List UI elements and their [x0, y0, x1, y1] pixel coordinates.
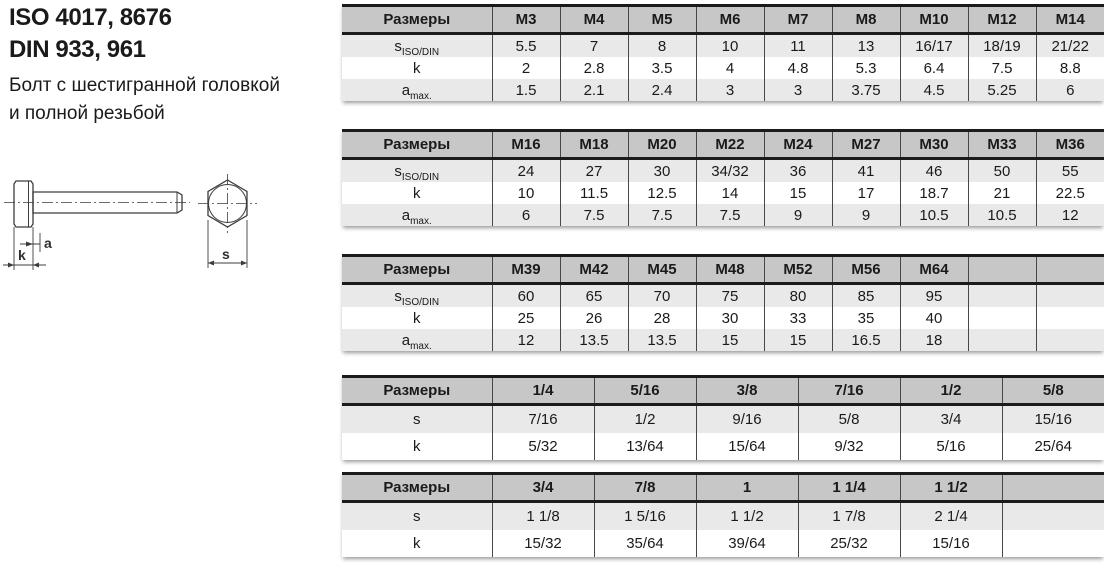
value-cell: 6.4	[900, 57, 968, 79]
size-header-cell: M24	[764, 131, 832, 159]
value-cell: 3.75	[832, 79, 900, 101]
hex-head-front-view	[198, 174, 257, 233]
row-label: $a_{max.}$	[401, 331, 432, 352]
value-cell	[968, 307, 1036, 329]
size-header-cell: M12	[968, 6, 1036, 34]
size-header-cell: M30	[900, 131, 968, 159]
table-row	[342, 204, 1104, 226]
row-label: k	[413, 438, 421, 455]
value-cell: 26	[560, 307, 628, 329]
table-title-cell: Размеры	[342, 6, 492, 34]
size-header-cell: M7	[764, 6, 832, 34]
size-header-cell	[1036, 256, 1104, 284]
metric-table-m16-m36	[342, 129, 1104, 226]
dimension-label-s: s	[222, 246, 230, 262]
value-cell: 4.5	[900, 79, 968, 101]
size-header-cell: M3	[492, 6, 560, 34]
size-header-cell: 3/8	[696, 377, 798, 405]
value-cell: 5/16	[900, 433, 1002, 460]
value-cell	[1036, 307, 1104, 329]
row-label: k	[413, 309, 421, 327]
value-cell: 6	[1036, 79, 1104, 101]
value-cell: 1 5/16	[594, 502, 696, 531]
value-cell	[1002, 502, 1104, 531]
size-header-cell: 1/4	[492, 377, 594, 405]
dimension-label-k: k	[18, 247, 26, 263]
value-cell: 3	[696, 79, 764, 101]
value-cell: 46	[900, 159, 968, 183]
standard-title-iso: ISO 4017, 8676	[9, 4, 172, 31]
row-label: $s_{ISO/DIN}$	[394, 37, 440, 58]
size-header-cell: 1 1/2	[900, 474, 1002, 502]
value-cell: 16/17	[900, 34, 968, 58]
value-cell: 25	[492, 307, 560, 329]
value-cell: 8	[628, 34, 696, 58]
value-cell: 10.5	[900, 204, 968, 226]
value-cell: 3	[764, 79, 832, 101]
value-cell: 15	[764, 329, 832, 351]
value-cell: 25/64	[1002, 433, 1104, 460]
value-cell: 40	[900, 307, 968, 329]
table-row	[342, 34, 1104, 58]
value-cell: 5/32	[492, 433, 594, 460]
value-cell: 9	[764, 204, 832, 226]
value-cell: 12	[492, 329, 560, 351]
value-cell: 4	[696, 57, 764, 79]
value-cell: 22.5	[1036, 182, 1104, 204]
value-cell	[968, 284, 1036, 308]
row-label: k	[413, 535, 421, 552]
size-header-cell: M45	[628, 256, 696, 284]
size-header-cell: M42	[560, 256, 628, 284]
value-cell: 21	[968, 182, 1036, 204]
size-header-cell: M33	[968, 131, 1036, 159]
value-cell: 1.5	[492, 79, 560, 101]
header-row	[342, 474, 1104, 502]
size-header-cell: M4	[560, 6, 628, 34]
bolt-head-side-view	[14, 181, 33, 227]
row-label: s	[413, 508, 421, 525]
dimension-k	[3, 263, 46, 268]
header-row	[342, 256, 1104, 284]
dimension-table	[342, 129, 1104, 226]
value-cell: 75	[696, 284, 764, 308]
size-header-cell: 7/8	[594, 474, 696, 502]
product-description-line1: Болт с шестигранной головкой	[9, 75, 280, 96]
size-header-cell: M16	[492, 131, 560, 159]
value-cell: 27	[560, 159, 628, 183]
row-label: $a_{max.}$	[401, 206, 432, 227]
value-cell: 10	[492, 182, 560, 204]
value-cell: 15	[696, 329, 764, 351]
product-description-line2: и полной резьбой	[9, 103, 165, 124]
bolt-technical-drawing	[0, 160, 342, 340]
value-cell: 50	[968, 159, 1036, 183]
value-cell: 3/4	[900, 405, 1002, 434]
value-cell: 35	[832, 307, 900, 329]
standard-title-din: DIN 933, 961	[9, 36, 146, 63]
dimension-table	[342, 254, 1104, 351]
value-cell: 15/32	[492, 530, 594, 557]
size-header-cell: M52	[764, 256, 832, 284]
table-row	[342, 284, 1104, 308]
size-header-cell: M14	[1036, 6, 1104, 34]
value-cell: 1 7/8	[798, 502, 900, 531]
value-cell: 18.7	[900, 182, 968, 204]
value-cell: 65	[560, 284, 628, 308]
value-cell: 5.3	[832, 57, 900, 79]
size-header-cell: M48	[696, 256, 764, 284]
table-row	[342, 307, 1104, 329]
value-cell: 2 1/4	[900, 502, 1002, 531]
row-label: s	[413, 411, 421, 428]
row-label: k	[413, 184, 421, 202]
header-row	[342, 377, 1104, 405]
value-cell: 1/2	[594, 405, 696, 434]
size-header-cell: M20	[628, 131, 696, 159]
header-row	[342, 6, 1104, 34]
imperial-table-threequarter-to-oneandhalf	[342, 472, 1104, 557]
value-cell	[1002, 530, 1104, 557]
metric-table-m39-m64	[342, 254, 1104, 351]
row-label: $s_{ISO/DIN}$	[394, 287, 440, 308]
value-cell: 7/16	[492, 405, 594, 434]
table-row	[342, 433, 1104, 460]
value-cell: 35/64	[594, 530, 696, 557]
value-cell: 13	[832, 34, 900, 58]
value-cell: 3.5	[628, 57, 696, 79]
value-cell: 70	[628, 284, 696, 308]
value-cell: 5.25	[968, 79, 1036, 101]
value-cell: 2	[492, 57, 560, 79]
value-cell: 28	[628, 307, 696, 329]
value-cell: 33	[764, 307, 832, 329]
size-header-cell	[1002, 474, 1104, 502]
value-cell: 15/64	[696, 433, 798, 460]
value-cell: 7.5	[968, 57, 1036, 79]
value-cell: 10.5	[968, 204, 1036, 226]
dimension-table	[342, 472, 1104, 557]
table-row	[342, 530, 1104, 557]
size-header-cell	[968, 256, 1036, 284]
value-cell: 30	[628, 159, 696, 183]
value-cell: 21/22	[1036, 34, 1104, 58]
value-cell: 11.5	[560, 182, 628, 204]
value-cell: 5/8	[798, 405, 900, 434]
value-cell: 2.4	[628, 79, 696, 101]
value-cell: 15	[764, 182, 832, 204]
value-cell	[1036, 284, 1104, 308]
table-title-cell: Размеры	[342, 256, 492, 284]
metric-table-m3-m14	[342, 4, 1104, 101]
value-cell: 9/32	[798, 433, 900, 460]
value-cell: 55	[1036, 159, 1104, 183]
value-cell: 30	[696, 307, 764, 329]
value-cell: 12	[1036, 204, 1104, 226]
value-cell: 60	[492, 284, 560, 308]
table-row	[342, 182, 1104, 204]
imperial-table-quarter-to-fiveeighths	[342, 375, 1104, 460]
value-cell: 7	[560, 34, 628, 58]
size-header-cell: M56	[832, 256, 900, 284]
value-cell	[968, 329, 1036, 351]
value-cell: 12.5	[628, 182, 696, 204]
size-header-cell: 7/16	[798, 377, 900, 405]
table-title-cell: Размеры	[342, 131, 492, 159]
value-cell: 24	[492, 159, 560, 183]
size-header-cell: 1	[696, 474, 798, 502]
value-cell: 15/16	[900, 530, 1002, 557]
value-cell: 2.1	[560, 79, 628, 101]
value-cell: 18/19	[968, 34, 1036, 58]
row-label: $a_{max.}$	[401, 81, 432, 102]
value-cell: 7.5	[628, 204, 696, 226]
value-cell: 34/32	[696, 159, 764, 183]
size-header-cell: M10	[900, 6, 968, 34]
value-cell: 1 1/8	[492, 502, 594, 531]
value-cell: 85	[832, 284, 900, 308]
value-cell: 39/64	[696, 530, 798, 557]
value-cell: 1 1/2	[696, 502, 798, 531]
size-header-cell: M64	[900, 256, 968, 284]
value-cell: 5.5	[492, 34, 560, 58]
value-cell: 41	[832, 159, 900, 183]
dimension-table	[342, 4, 1104, 101]
value-cell: 25/32	[798, 530, 900, 557]
size-header-cell: M22	[696, 131, 764, 159]
value-cell: 10	[696, 34, 764, 58]
dimension-table	[342, 375, 1104, 460]
table-row	[342, 502, 1104, 531]
size-header-cell: M39	[492, 256, 560, 284]
value-cell: 9	[832, 204, 900, 226]
table-row	[342, 159, 1104, 183]
size-header-cell: M18	[560, 131, 628, 159]
row-label: $s_{ISO/DIN}$	[394, 162, 440, 183]
table-row	[342, 329, 1104, 351]
size-header-cell: M36	[1036, 131, 1104, 159]
value-cell	[1036, 329, 1104, 351]
size-header-cell: M27	[832, 131, 900, 159]
header-row	[342, 131, 1104, 159]
value-cell: 9/16	[696, 405, 798, 434]
value-cell: 13.5	[628, 329, 696, 351]
title-block	[9, 2, 339, 128]
value-cell: 16.5	[832, 329, 900, 351]
table-title-cell: Размеры	[342, 377, 492, 405]
table-row	[342, 405, 1104, 434]
table-row	[342, 57, 1104, 79]
value-cell: 2.8	[560, 57, 628, 79]
value-cell: 17	[832, 182, 900, 204]
value-cell: 13/64	[594, 433, 696, 460]
table-title-cell: Размеры	[342, 474, 492, 502]
size-header-cell: M6	[696, 6, 764, 34]
value-cell: 18	[900, 329, 968, 351]
value-cell: 15/16	[1002, 405, 1104, 434]
size-header-cell: 1 1/4	[798, 474, 900, 502]
size-header-cell: 5/16	[594, 377, 696, 405]
size-header-cell: M8	[832, 6, 900, 34]
value-cell: 80	[764, 284, 832, 308]
table-row	[342, 79, 1104, 101]
size-header-cell: 1/2	[900, 377, 1002, 405]
row-label: k	[413, 59, 421, 77]
value-cell: 11	[764, 34, 832, 58]
size-header-cell: M5	[628, 6, 696, 34]
value-cell: 95	[900, 284, 968, 308]
value-cell: 14	[696, 182, 764, 204]
value-cell: 13.5	[560, 329, 628, 351]
size-header-cell: 3/4	[492, 474, 594, 502]
value-cell: 4.8	[764, 57, 832, 79]
value-cell: 7.5	[696, 204, 764, 226]
value-cell: 8.8	[1036, 57, 1104, 79]
dimension-label-a: a	[44, 235, 52, 251]
size-header-cell: 5/8	[1002, 377, 1104, 405]
value-cell: 6	[492, 204, 560, 226]
value-cell: 36	[764, 159, 832, 183]
value-cell: 7.5	[560, 204, 628, 226]
